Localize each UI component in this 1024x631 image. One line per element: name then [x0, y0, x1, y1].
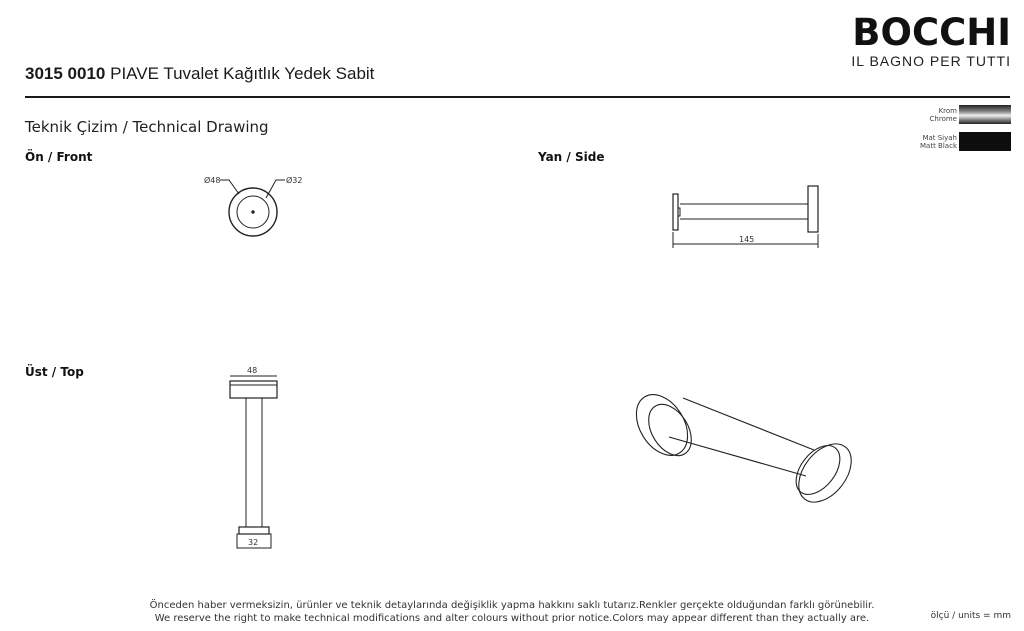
dim-inner-diameter: Ø32 [286, 176, 303, 185]
dim-top-width: 48 [247, 366, 258, 375]
front-view-drawing [220, 180, 285, 236]
disclaimer-en: We reserve the right to make technical modifications and alter colours without prior notice.Colors may appear different than they actually are. [154, 613, 870, 624]
product-name: PIAVE Tuvalet Kağıtlık Yedek Sabit [110, 64, 375, 83]
brand-tagline: IL BAGNO PER TUTTI [851, 53, 1011, 69]
finish-black-label-en: Matt Black [920, 141, 957, 150]
dim-outer-diameter: Ø48 [204, 176, 221, 185]
side-view-label: Yan / Side [538, 150, 605, 164]
brand-name: BOCCHI [852, 11, 1011, 54]
dim-bottom-width: 32 [248, 538, 259, 547]
top-view-drawing [230, 376, 277, 548]
finish-black-label-tr: Mat Siyah [922, 133, 957, 142]
disclaimer [0, 599, 1024, 625]
perspective-drawing [626, 385, 862, 512]
finish-chrome-label-tr: Krom [938, 106, 957, 115]
units-note: ölçü / units = mm [930, 611, 1011, 621]
disclaimer-tr: Önceden haber vermeksizin, ürünler ve teknik detaylarında değişiklik yapma hakkını saklı tutarız.Renkler gerçekte olduğundan farklı görünebilir. [149, 600, 875, 611]
top-view-label: Üst / Top [25, 365, 84, 379]
front-view-label: Ön / Front [25, 150, 93, 164]
finish-chrome-label-en: Chrome [929, 114, 957, 123]
page-subtitle: Teknik Çizim / Technical Drawing [25, 118, 269, 136]
dim-length: 145 [739, 235, 755, 244]
product-code: 3015 0010 [25, 64, 106, 83]
